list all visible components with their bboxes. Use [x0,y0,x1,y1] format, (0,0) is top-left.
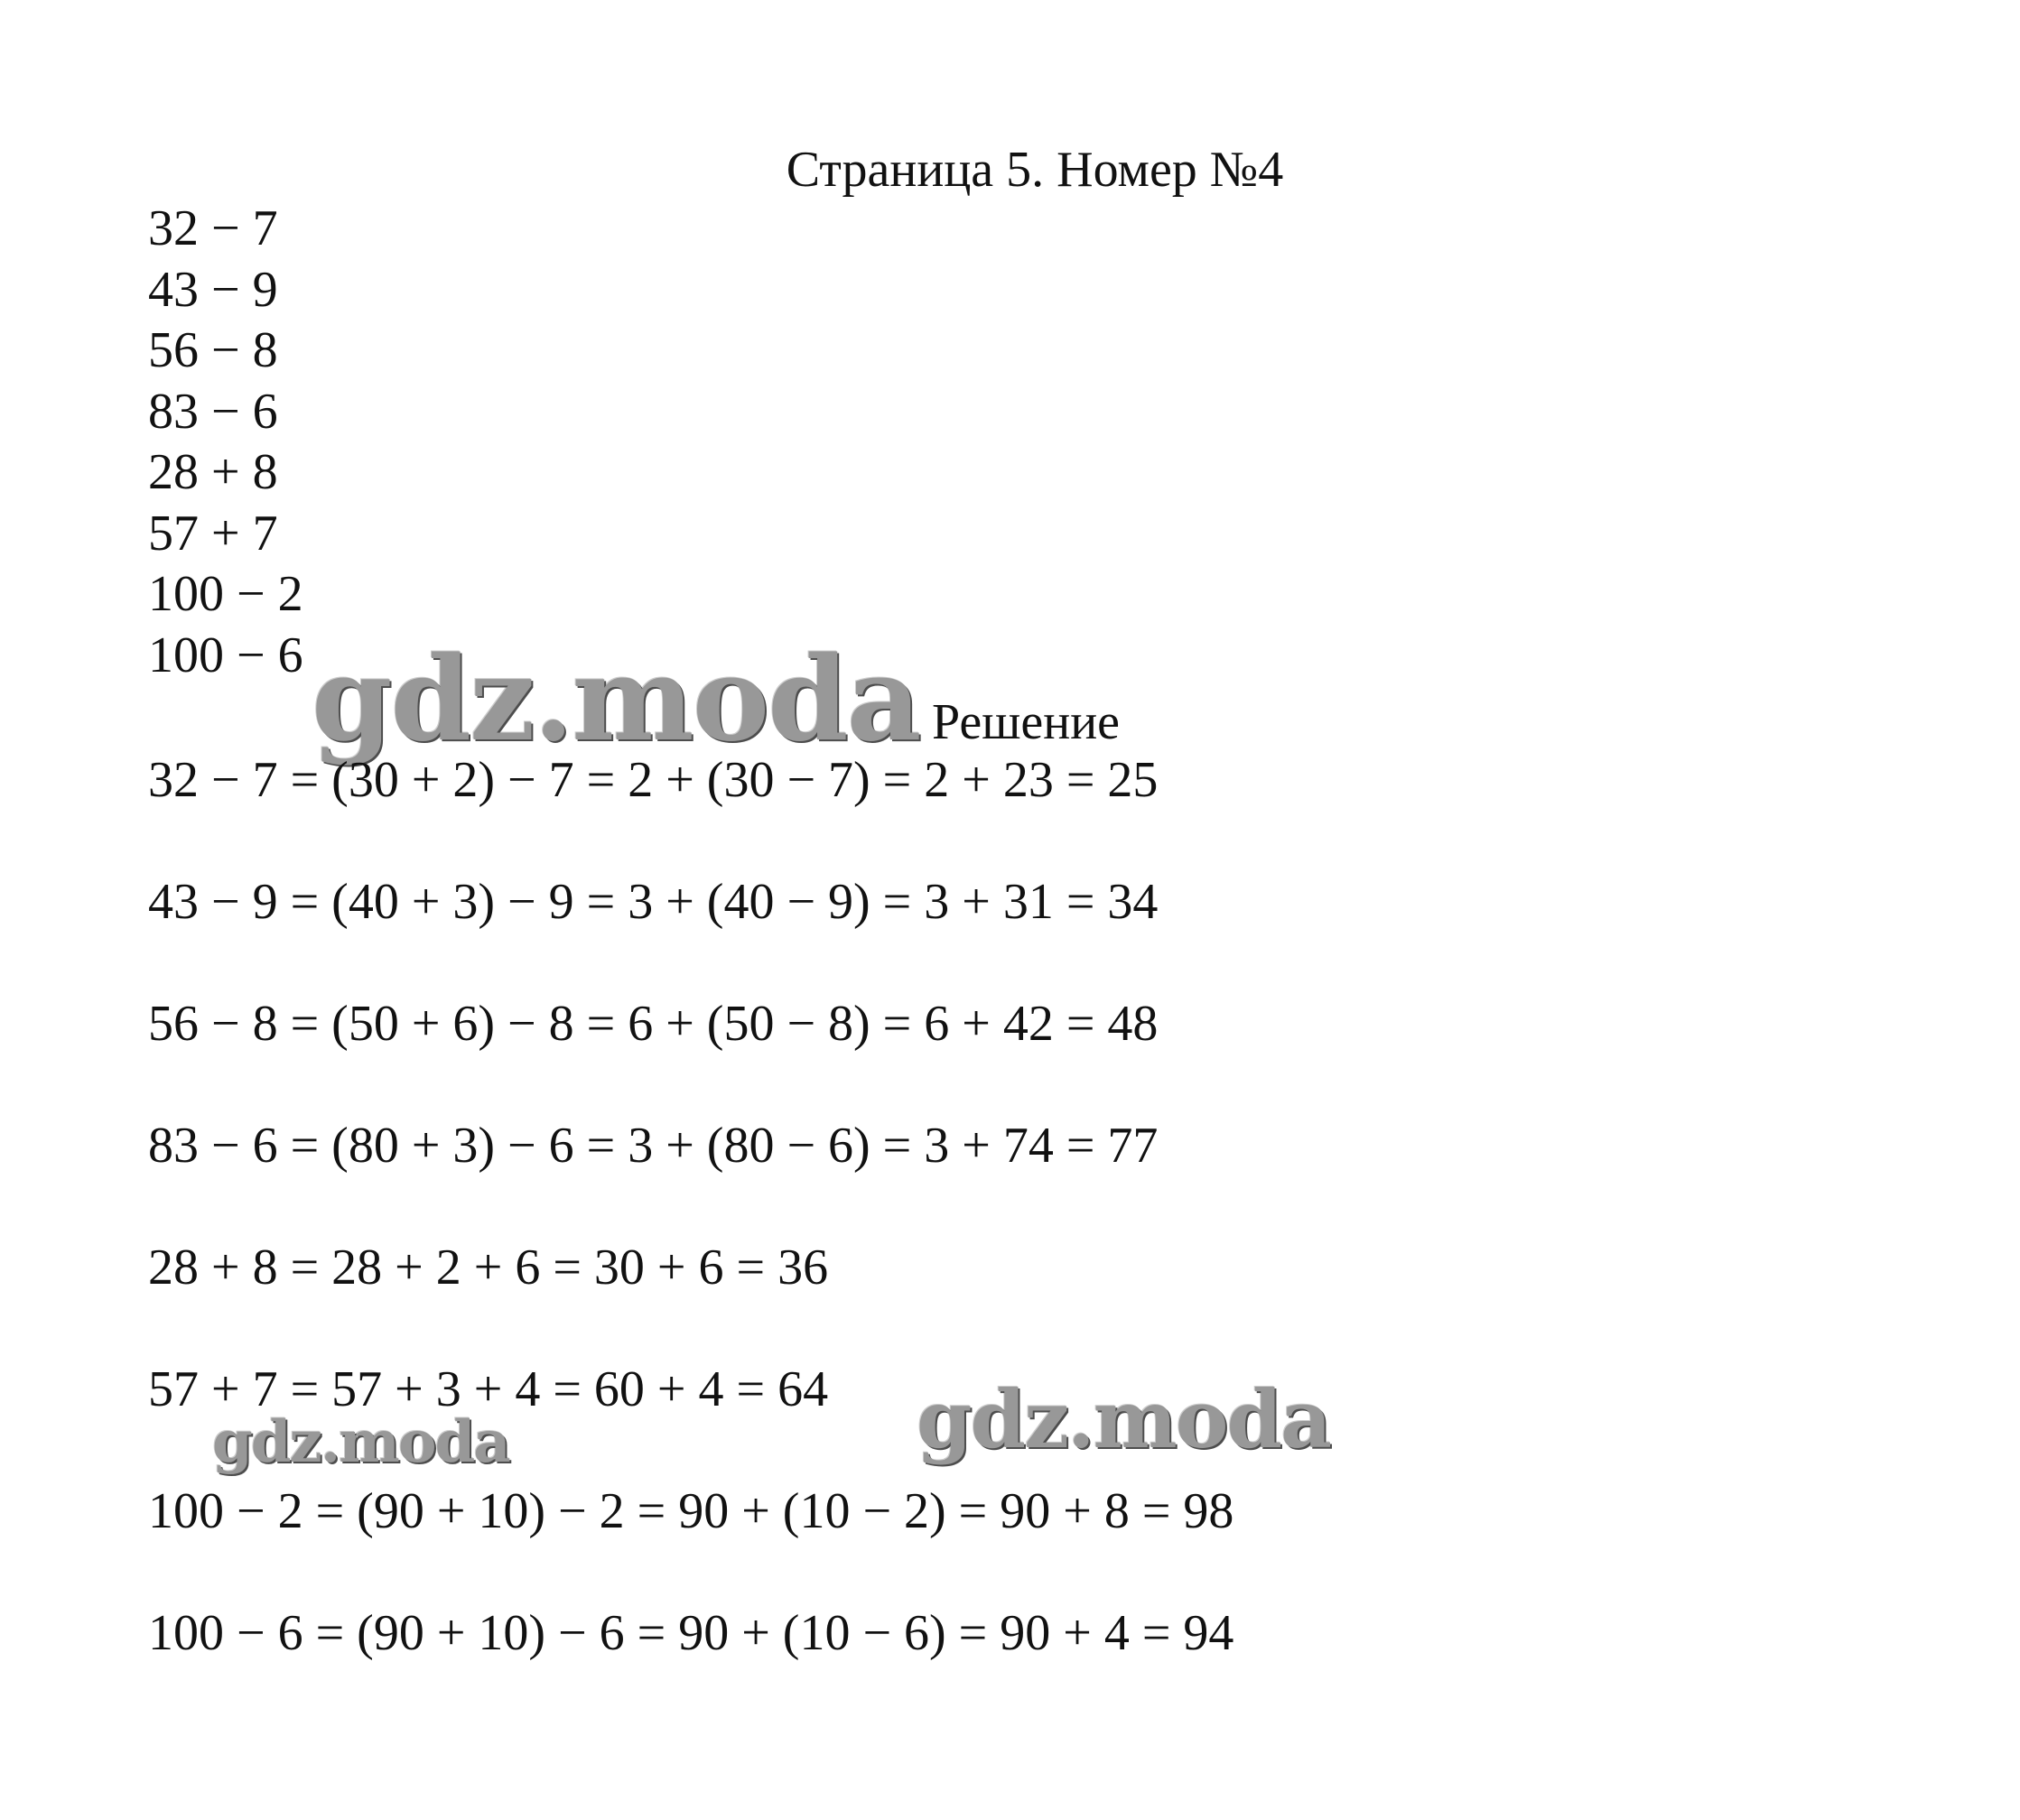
solution-list [148,746,1233,1721]
task-item: 56 − 8 [148,322,278,378]
solution-item: 43 − 9 = (40 + 3) − 9 = 3 + (40 − 9) = 3 + 31 = 34 [148,874,1159,930]
solution-item: 100 − 6 = (90 + 10) − 6 = 90 + (10 − 6) = 90 + 4 = 94 [148,1605,1234,1661]
task-list [148,199,303,686]
solution-item: 83 − 6 = (80 + 3) − 6 = 3 + (80 − 6) = 3 + 74 = 77 [148,1118,1159,1174]
task-item: 32 − 7 [148,200,278,256]
solution-heading: Решение [932,694,1121,750]
task-item: 28 + 8 [148,444,278,500]
page-title: Страница 5. Номер №4 [786,142,1284,198]
task-item: 57 + 7 [148,505,278,562]
watermark-logo: gdz.moda [212,1408,509,1476]
task-item: 100 − 6 [148,627,303,683]
solution-item: 57 + 7 = 57 + 3 + 4 = 60 + 4 = 64 [148,1361,829,1417]
task-item: 83 − 6 [148,383,278,440]
watermark-logo: gdz.moda [312,632,920,767]
solution-item: 56 − 8 = (50 + 6) − 8 = 6 + (50 − 8) = 6 + 42 = 48 [148,996,1159,1052]
watermark-logo: gdz.moda [917,1372,1331,1466]
task-item: 100 − 2 [148,566,303,622]
solution-item: 32 − 7 = (30 + 2) − 7 = 2 + (30 − 7) = 2 + 23 = 25 [148,752,1159,808]
solution-item: 28 + 8 = 28 + 2 + 6 = 30 + 6 = 36 [148,1240,829,1295]
task-item: 43 − 9 [148,261,278,318]
solution-item: 100 − 2 = (90 + 10) − 2 = 90 + (10 − 2) = 90 + 8 = 98 [148,1483,1234,1539]
